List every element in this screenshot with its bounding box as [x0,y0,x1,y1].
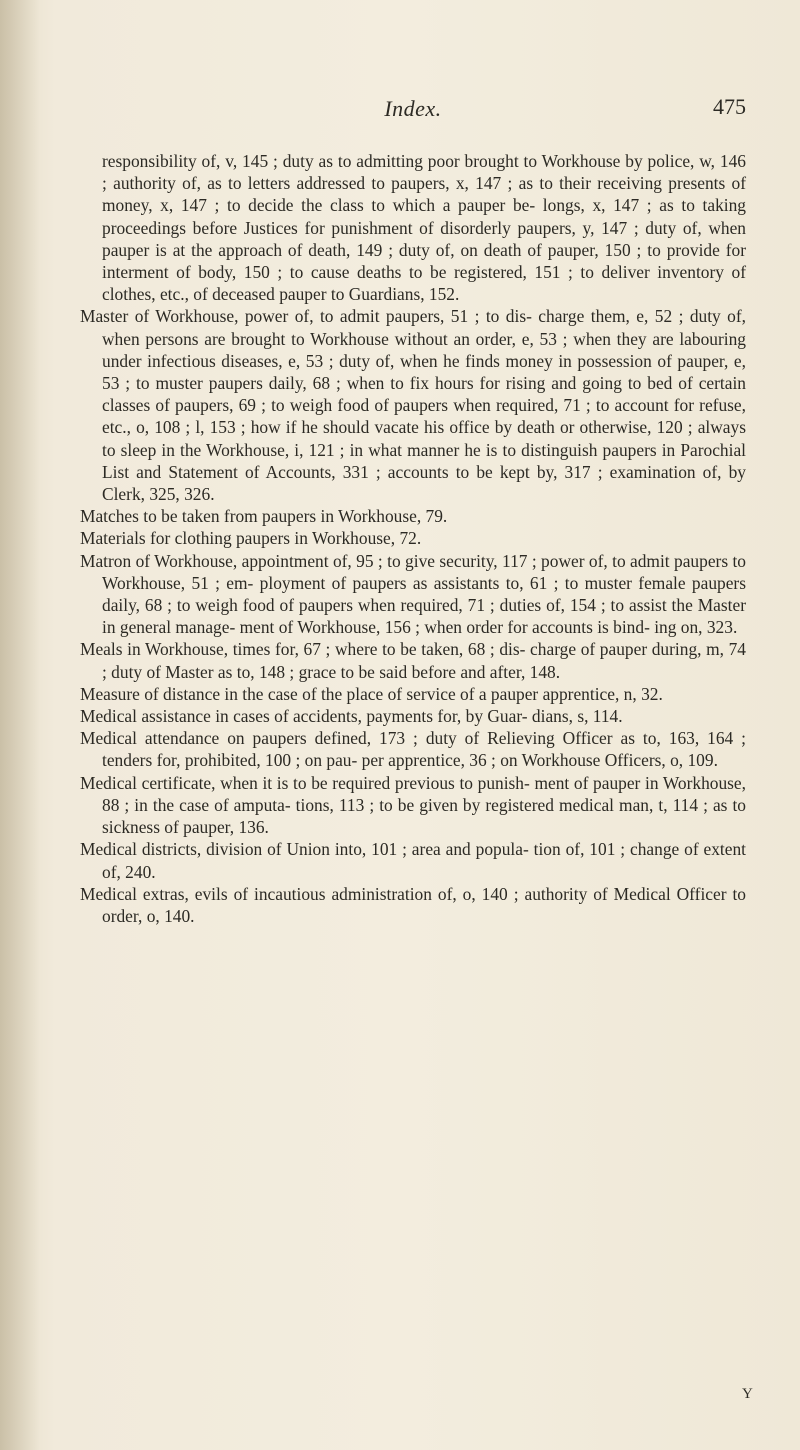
index-entry: Materials for clothing paupers in Workhouse, 72. [80,528,422,549]
page-header [80,82,746,121]
index-entry: Medical districts, division of Union into, 101 ; area and popula- tion of, 101 ; change of extent of, 240. [80,839,746,882]
page-number: 475 [713,94,746,119]
index-entry: Medical assistance in cases of accidents, payments for, by Guar- dians, s, 114. [80,706,623,727]
index-entry: Master of Workhouse, power of, to admit paupers, 51 ; to dis- charge them, e, 52 ; duty of, when persons are brought to Workhouse without an order, e, 53 ; when they are labouring under infectious diseases, e, 53 ; duty of, when he finds money in possession of pauper, e, 53 ; to muster paupers daily, 68 ; when to fix hours for rising and going to bed of certain classes of paupers, 69 ; to weigh food of paupers when required, 71 ; to account for refuse, etc., o, 108 ; l, 153 ; how if he should vacate his office by death or otherwise, 120 ; always to sleep in the Workhouse, i, 121 ; in what manner he is to distinguish paupers in Parochial List and Statement of Accounts, 331 ; accounts to be kept by, 317 ; examination of, by Clerk, 325, 326. [80,306,746,505]
index-entry: Matches to be taken from paupers in Workhouse, 79. [80,506,448,527]
index-entry: Medical attendance on paupers defined, 173 ; duty of Relieving Officer as to, 163, 164 ; tenders for, prohibited, 100 ; on pau- per apprentice, 36 ; on Workhouse Officers, o, 109. [80,728,746,771]
index-entry: Medical extras, evils of incautious administration of, o, 140 ; authority of Medical Officer to order, o, 140. [80,883,746,926]
index-entry: Medical certificate, when it is to be required previous to punish- ment of pauper in Workhouse, 88 ; in the case of amputa- tions, 113 ; to be given by registered medical man, t, 114 ; as to sickness of pauper, 136. [80,772,746,838]
index-entry: Meals in Workhouse, times for, 67 ; where to be taken, 68 ; dis- charge of pauper during, m, 74 ; duty of Master as to, 148 ; grace to be said before and after, 148. [80,639,746,682]
index-entry: Matron of Workhouse, appointment of, 95 ; to give security, 117 ; power of, to admit paupers to Workhouse, 51 ; em- ployment of paupers as assistants to, 61 ; to muster female paupers daily, 68 ; to weigh food of paupers when required, 71 ; duties of, 154 ; to assist the Master in general manage- ment of Workhouse, 156 ; when order for accounts is bind- ing on, 323. [80,550,746,638]
page-edge-shadow [0,0,40,1450]
running-title: Index. [384,96,442,121]
index-entry: Measure of distance in the case of the place of service of a pauper apprentice, n, 32. [80,683,663,704]
signature-mark: Y [742,1386,753,1402]
index-content [80,150,746,927]
index-entry: responsibility of, v, 145 ; duty as to admitting poor brought to Workhouse by police, w, 146 ; authority of, as to letters addressed to paupers, x, 147 ; as to their receiving presents of money, x, 147 ; to decide the class to which a pauper be- longs, x, 147 ; as to taking proceedings before Justices for punishment of disorderly paupers, y, 147 ; duty of, when pauper is at the approach of death, 149 ; duty of, on death of pauper, 150 ; to provide for interment of body, 150 ; to cause deaths to be registered, 151 ; to deliver inventory of clothes, etc., of deceased pauper to Guardians, 152. [102,151,746,305]
